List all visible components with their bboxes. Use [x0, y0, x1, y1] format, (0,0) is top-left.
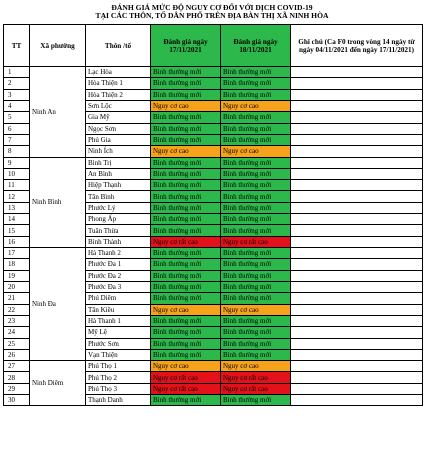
note-cell — [291, 293, 423, 304]
row-number: 3 — [4, 89, 30, 100]
eval-17-11-cell: Bình thường mới — [151, 168, 221, 179]
ward-name: Ninh Diêm — [30, 361, 86, 406]
note-cell — [291, 338, 423, 349]
eval-18-11-cell: Bình thường mới — [221, 281, 291, 292]
note-cell — [291, 395, 423, 406]
row-number: 2 — [4, 78, 30, 89]
note-cell — [291, 89, 423, 100]
eval-17-11-cell: Bình thường mới — [151, 123, 221, 134]
eval-17-11-cell: Bình thường mới — [151, 134, 221, 145]
village-name: Phú Gia — [86, 134, 151, 145]
row-number: 1 — [4, 67, 30, 78]
row-number: 11 — [4, 180, 30, 191]
note-cell — [291, 112, 423, 123]
note-cell — [291, 67, 423, 78]
note-cell — [291, 134, 423, 145]
village-name: Tuân Thừa — [86, 225, 151, 236]
header-village: Thôn /tổ — [86, 25, 151, 67]
note-cell — [291, 259, 423, 270]
village-name: Tân Bình — [86, 191, 151, 202]
note-cell — [291, 146, 423, 157]
note-cell — [291, 327, 423, 338]
row-number: 10 — [4, 168, 30, 179]
eval-18-11-cell: Bình thường mới — [221, 327, 291, 338]
eval-17-11-cell: Bình thường mới — [151, 78, 221, 89]
row-number: 17 — [4, 248, 30, 259]
eval-17-11-cell: Bình thường mới — [151, 225, 221, 236]
eval-17-11-cell: Nguy cơ rất cao — [151, 236, 221, 247]
table-header-row — [4, 25, 423, 67]
eval-18-11-cell: Bình thường mới — [221, 225, 291, 236]
note-cell — [291, 270, 423, 281]
village-name: Mỹ Lệ — [86, 327, 151, 338]
row-number: 14 — [4, 214, 30, 225]
row-number: 8 — [4, 146, 30, 157]
note-cell — [291, 191, 423, 202]
village-name: Hòa Thiện 1 — [86, 78, 151, 89]
village-name: Lạc Hòa — [86, 67, 151, 78]
note-cell — [291, 349, 423, 360]
note-cell — [291, 202, 423, 213]
eval-17-11-cell: Nguy cơ cao — [151, 100, 221, 111]
eval-17-11-cell: Bình thường mới — [151, 338, 221, 349]
village-name: Phước Đa 3 — [86, 281, 151, 292]
eval-17-11-cell: Bình thường mới — [151, 89, 221, 100]
note-cell — [291, 372, 423, 383]
note-cell — [291, 248, 423, 259]
eval-17-11-cell: Bình thường mới — [151, 202, 221, 213]
note-cell — [291, 157, 423, 168]
row-number: 30 — [4, 395, 30, 406]
eval-17-11-cell: Nguy cơ cao — [151, 361, 221, 372]
row-number: 18 — [4, 259, 30, 270]
ward-name: Ninh An — [30, 67, 86, 158]
eval-18-11-cell: Bình thường mới — [221, 349, 291, 360]
row-number: 26 — [4, 349, 30, 360]
note-cell — [291, 100, 423, 111]
village-name: Hà Thanh 2 — [86, 248, 151, 259]
village-name: Hà Thanh 1 — [86, 315, 151, 326]
eval-18-11-cell: Bình thường mới — [221, 78, 291, 89]
eval-18-11-cell: Bình thường mới — [221, 293, 291, 304]
eval-18-11-cell: Bình thường mới — [221, 112, 291, 123]
risk-assessment-table — [3, 24, 423, 406]
village-name: Ninh Ích — [86, 146, 151, 157]
row-number: 9 — [4, 157, 30, 168]
note-cell — [291, 78, 423, 89]
eval-18-11-cell: Bình thường mới — [221, 168, 291, 179]
row-number: 13 — [4, 202, 30, 213]
note-cell — [291, 180, 423, 191]
eval-17-11-cell: Bình thường mới — [151, 270, 221, 281]
row-number: 15 — [4, 225, 30, 236]
row-number: 7 — [4, 134, 30, 145]
eval-17-11-cell: Nguy cơ rất cao — [151, 372, 221, 383]
note-cell — [291, 315, 423, 326]
eval-18-11-cell: Nguy cơ cao — [221, 146, 291, 157]
eval-17-11-cell: Bình thường mới — [151, 191, 221, 202]
village-name: Phú Diêm — [86, 293, 151, 304]
village-name: Phú Thọ 1 — [86, 361, 151, 372]
eval-18-11-cell: Bình thường mới — [221, 89, 291, 100]
eval-18-11-cell: Bình thường mới — [221, 134, 291, 145]
eval-17-11-cell: Nguy cơ rất cao — [151, 383, 221, 394]
row-number: 4 — [4, 100, 30, 111]
row-number: 21 — [4, 293, 30, 304]
row-number: 24 — [4, 327, 30, 338]
village-name: Phong Ấp — [86, 214, 151, 225]
note-cell — [291, 214, 423, 225]
village-name: Tân Kiều — [86, 304, 151, 315]
header-note: Ghi chú (Ca F0 trong vòng 14 ngày từ ngày 04/11/2021 đến ngày 17/11/2021) — [291, 25, 423, 67]
village-name: Gia Mỹ — [86, 112, 151, 123]
row-number: 6 — [4, 123, 30, 134]
village-name: Bình Thành — [86, 236, 151, 247]
eval-17-11-cell: Bình thường mới — [151, 327, 221, 338]
village-name: Thạnh Danh — [86, 395, 151, 406]
eval-17-11-cell: Bình thường mới — [151, 157, 221, 168]
eval-17-11-cell: Bình thường mới — [151, 281, 221, 292]
village-name: Sơn Lộc — [86, 100, 151, 111]
eval-17-11-cell: Nguy cơ cao — [151, 304, 221, 315]
village-name: Phú Thọ 3 — [86, 383, 151, 394]
note-cell — [291, 281, 423, 292]
header-eval-18-11: Đánh giá ngày 18/11/2021 — [221, 25, 291, 67]
row-number: 19 — [4, 270, 30, 281]
eval-18-11-cell: Bình thường mới — [221, 214, 291, 225]
eval-17-11-cell: Bình thường mới — [151, 248, 221, 259]
eval-18-11-cell: Bình thường mới — [221, 248, 291, 259]
header-tt: TT — [4, 25, 30, 67]
table-row — [4, 67, 423, 78]
table-body — [4, 67, 423, 406]
village-name: Phước Lý — [86, 202, 151, 213]
note-cell — [291, 236, 423, 247]
document-title — [0, 4, 424, 20]
row-number: 16 — [4, 236, 30, 247]
eval-17-11-cell: Bình thường mới — [151, 67, 221, 78]
village-name: Phước Đa 2 — [86, 270, 151, 281]
eval-17-11-cell: Bình thường mới — [151, 180, 221, 191]
title-line-2: TẠI CÁC THÔN, TỔ DÂN PHỐ TRÊN ĐỊA BÀN THỊ XÃ NINH HÒA — [95, 11, 329, 20]
row-number: 5 — [4, 112, 30, 123]
eval-18-11-cell: Nguy cơ cao — [221, 361, 291, 372]
eval-18-11-cell: Bình thường mới — [221, 259, 291, 270]
eval-17-11-cell: Bình thường mới — [151, 293, 221, 304]
village-name: Ngọc Sơn — [86, 123, 151, 134]
eval-17-11-cell: Bình thường mới — [151, 259, 221, 270]
eval-18-11-cell: Bình thường mới — [221, 123, 291, 134]
note-cell — [291, 168, 423, 179]
village-name: Hòa Thiện 2 — [86, 89, 151, 100]
note-cell — [291, 123, 423, 134]
table-row — [4, 361, 423, 372]
eval-18-11-cell: Bình thường mới — [221, 157, 291, 168]
row-number: 25 — [4, 338, 30, 349]
eval-18-11-cell: Bình thường mới — [221, 191, 291, 202]
eval-18-11-cell: Nguy cơ cao — [221, 304, 291, 315]
row-number: 27 — [4, 361, 30, 372]
note-cell — [291, 361, 423, 372]
eval-18-11-cell: Bình thường mới — [221, 180, 291, 191]
eval-17-11-cell: Bình thường mới — [151, 214, 221, 225]
eval-17-11-cell: Bình thường mới — [151, 349, 221, 360]
table-row — [4, 248, 423, 259]
village-name: Phú Thọ 2 — [86, 372, 151, 383]
eval-18-11-cell: Bình thường mới — [221, 395, 291, 406]
eval-18-11-cell: Bình thường mới — [221, 315, 291, 326]
ward-name: Ninh Bình — [30, 157, 86, 248]
row-number: 12 — [4, 191, 30, 202]
eval-17-11-cell: Bình thường mới — [151, 315, 221, 326]
eval-18-11-cell: Nguy cơ rất cao — [221, 372, 291, 383]
village-name: Phước Đa 1 — [86, 259, 151, 270]
header-eval-17-11: Đánh giá ngày 17/11/2021 — [151, 25, 221, 67]
eval-17-11-cell: Nguy cơ cao — [151, 146, 221, 157]
row-number: 20 — [4, 281, 30, 292]
note-cell — [291, 225, 423, 236]
ward-name: Ninh Đa — [30, 248, 86, 361]
eval-18-11-cell: Bình thường mới — [221, 338, 291, 349]
note-cell — [291, 304, 423, 315]
row-number: 29 — [4, 383, 30, 394]
note-cell — [291, 383, 423, 394]
row-number: 28 — [4, 372, 30, 383]
eval-18-11-cell: Nguy cơ rất cao — [221, 383, 291, 394]
eval-17-11-cell: Bình thường mới — [151, 395, 221, 406]
table-row — [4, 157, 423, 168]
eval-17-11-cell: Bình thường mới — [151, 112, 221, 123]
village-name: Phước Sơn — [86, 338, 151, 349]
row-number: 22 — [4, 304, 30, 315]
header-ward: Xã phường — [30, 25, 86, 67]
village-name: An Bình — [86, 168, 151, 179]
eval-18-11-cell: Bình thường mới — [221, 270, 291, 281]
row-number: 23 — [4, 315, 30, 326]
village-name: Bình Trị — [86, 157, 151, 168]
eval-18-11-cell: Bình thường mới — [221, 67, 291, 78]
title-line-1: ĐÁNH GIÁ MỨC ĐỘ NGUY CƠ ĐỐI VỚI DỊCH COVID-19 — [111, 3, 313, 12]
eval-18-11-cell: Bình thường mới — [221, 202, 291, 213]
eval-18-11-cell: Nguy cơ rất cao — [221, 236, 291, 247]
village-name: Hiệp Thạnh — [86, 180, 151, 191]
eval-18-11-cell: Nguy cơ cao — [221, 100, 291, 111]
village-name: Vạn Thiện — [86, 349, 151, 360]
